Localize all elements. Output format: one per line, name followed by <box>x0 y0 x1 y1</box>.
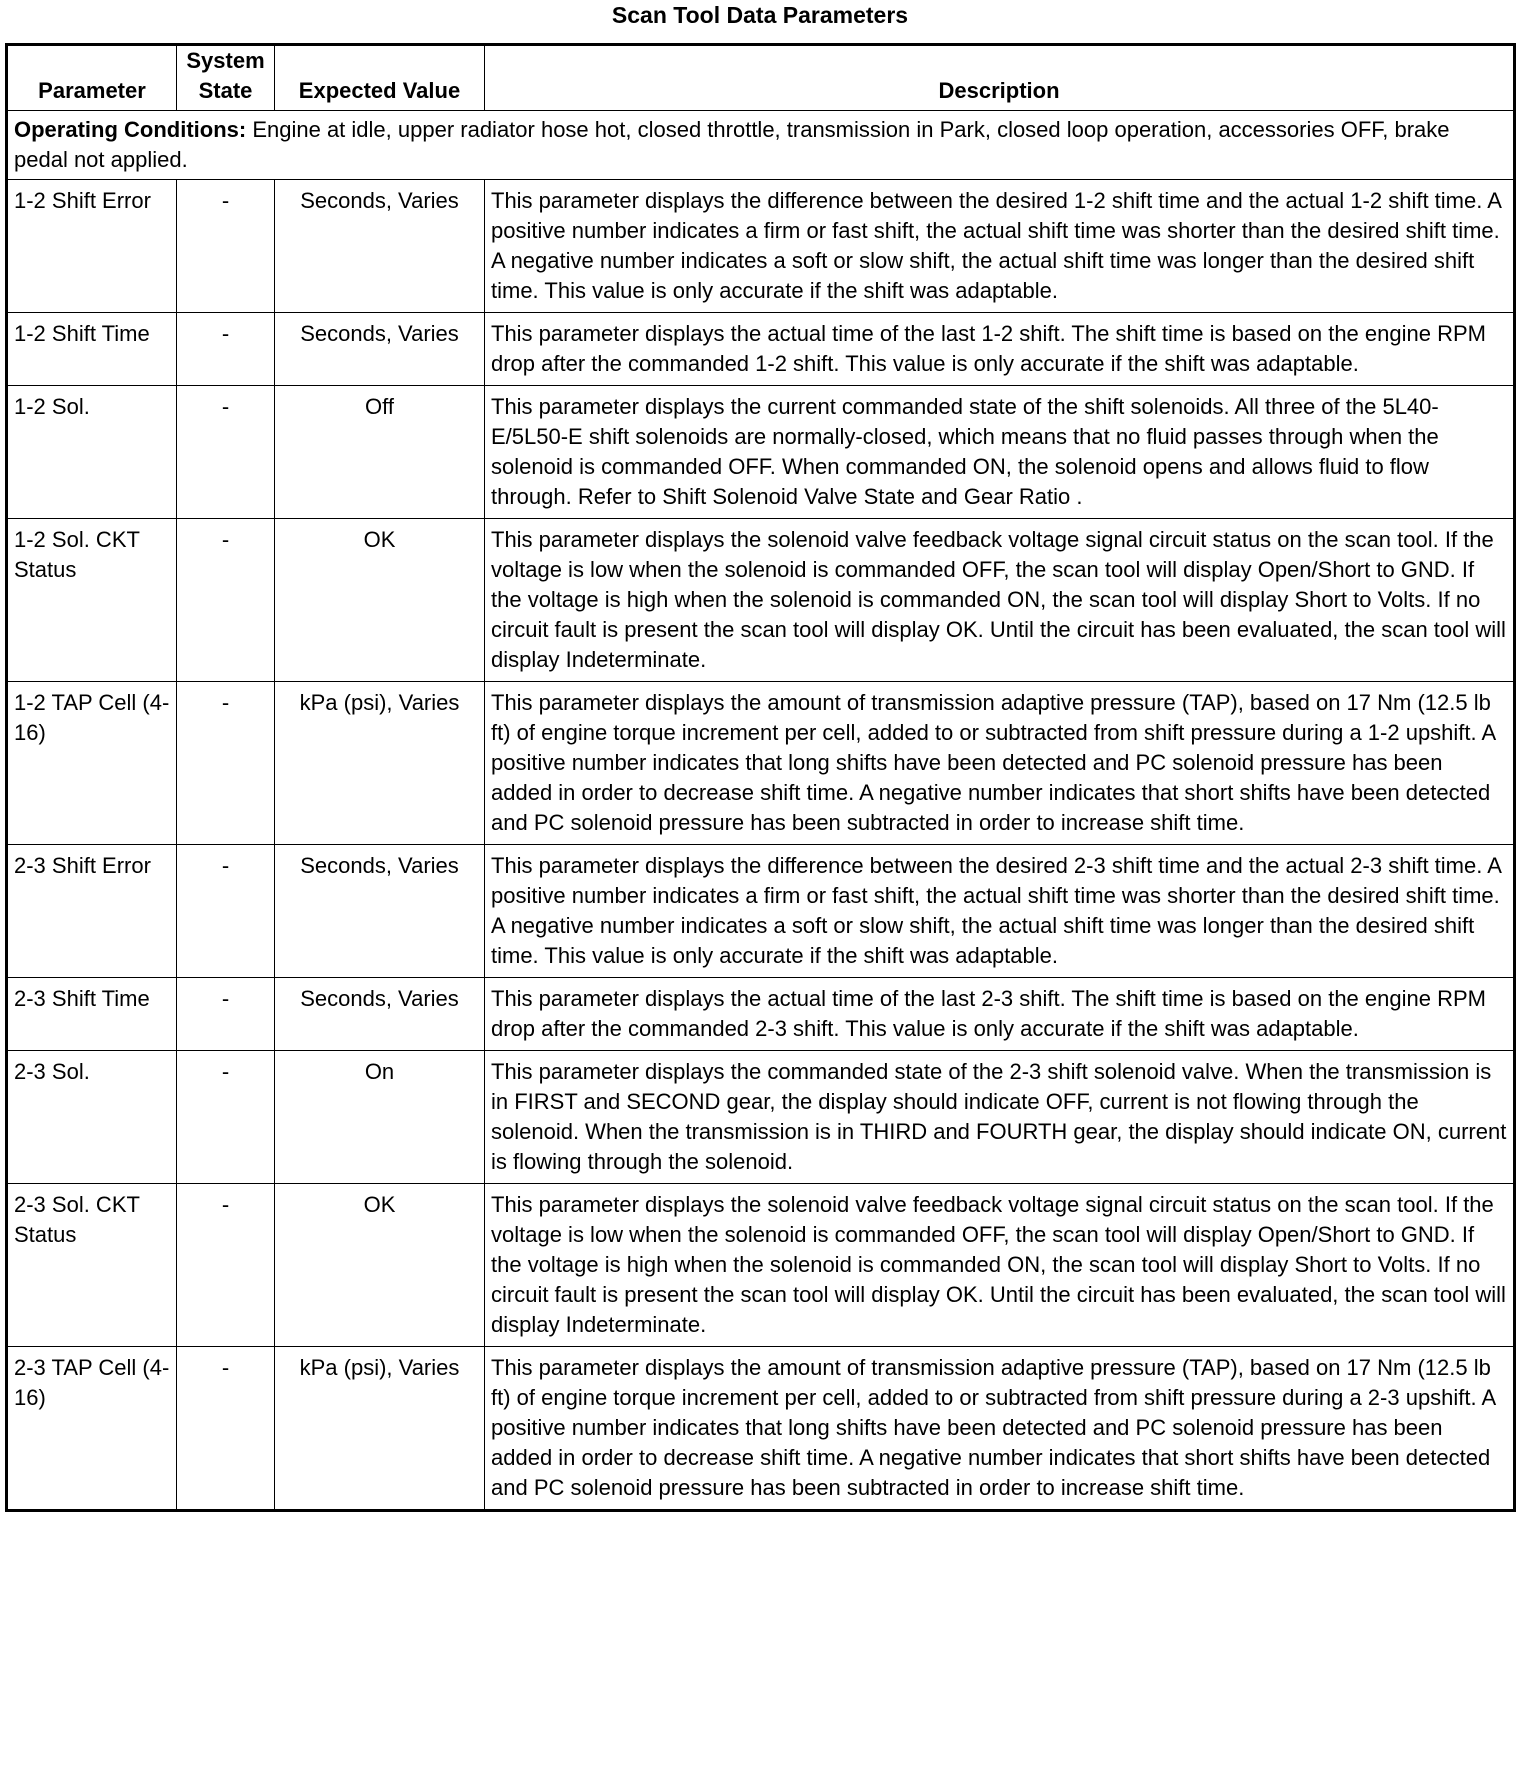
table-row <box>7 978 1515 1051</box>
system-state-cell: - <box>177 845 275 978</box>
table-row <box>7 1184 1515 1347</box>
parameter-cell: 1-2 Shift Error <box>7 180 177 313</box>
expected-value-cell: kPa (psi), Varies <box>275 682 485 845</box>
description-cell: This parameter displays the solenoid valve feedback voltage signal circuit status on the scan tool. If the voltage is low when the solenoid is commanded OFF, the scan tool will display Open/Short to GND. If the voltage is high when the solenoid is commanded ON, the scan tool will display Short to Volts. If no circuit fault is present the scan tool will display OK. Until the circuit has been evaluated, the scan tool will display Indeterminate. <box>485 1184 1515 1347</box>
parameter-cell: 1-2 Sol. <box>7 386 177 519</box>
table-row <box>7 386 1515 519</box>
expected-value-cell: Off <box>275 386 485 519</box>
system-state-cell: - <box>177 313 275 386</box>
operating-conditions-label: Operating Conditions: <box>14 117 247 142</box>
header-description: Description <box>485 45 1515 111</box>
parameter-cell: 2-3 TAP Cell (4-16) <box>7 1347 177 1511</box>
parameter-cell: 2-3 Shift Time <box>7 978 177 1051</box>
system-state-cell: - <box>177 1184 275 1347</box>
operating-conditions <box>7 111 1515 180</box>
expected-value-cell: Seconds, Varies <box>275 845 485 978</box>
description-cell: This parameter displays the solenoid valve feedback voltage signal circuit status on the scan tool. If the voltage is low when the solenoid is commanded OFF, the scan tool will display Open/Short to GND. If the voltage is high when the solenoid is commanded ON, the scan tool will display Short to Volts. If no circuit fault is present the scan tool will display OK. Until the circuit has been evaluated, the scan tool will display Indeterminate. <box>485 519 1515 682</box>
table-row <box>7 845 1515 978</box>
description-cell: This parameter displays the amount of transmission adaptive pressure (TAP), based on 17 Nm (12.5 lb ft) of engine torque increment per cell, added to or subtracted from shift pressure during a 2-3 upshift. A positive number indicates that long shifts have been detected and PC solenoid pressure has been added in order to decrease shift time. A negative number indicates that short shifts have been detected and PC solenoid pressure has been subtracted in order to increase shift time. <box>485 1347 1515 1511</box>
parameters-table <box>5 43 1516 1512</box>
header-system-state: System State <box>177 45 275 111</box>
expected-value-cell: OK <box>275 519 485 682</box>
system-state-cell: - <box>177 180 275 313</box>
system-state-cell: - <box>177 1347 275 1511</box>
parameter-cell: 2-3 Shift Error <box>7 845 177 978</box>
system-state-cell: - <box>177 682 275 845</box>
table-row <box>7 1347 1515 1511</box>
table-row <box>7 519 1515 682</box>
parameter-cell: 1-2 TAP Cell (4-16) <box>7 682 177 845</box>
expected-value-cell: kPa (psi), Varies <box>275 1347 485 1511</box>
parameter-cell: 1-2 Sol. CKT Status <box>7 519 177 682</box>
description-cell: This parameter displays the commanded state of the 2-3 shift solenoid valve. When the transmission is in FIRST and SECOND gear, the display should indicate OFF, current is not flowing through the solenoid. When the transmission is in THIRD and FOURTH gear, the display should indicate ON, current is flowing through the solenoid. <box>485 1051 1515 1184</box>
table-row <box>7 682 1515 845</box>
description-cell: This parameter displays the amount of transmission adaptive pressure (TAP), based on 17 Nm (12.5 lb ft) of engine torque increment per cell, added to or subtracted from shift pressure during a 1-2 upshift. A positive number indicates that long shifts have been detected and PC solenoid pressure has been added in order to decrease shift time. A negative number indicates that short shifts have been detected and PC solenoid pressure has been subtracted in order to increase shift time. <box>485 682 1515 845</box>
table-row <box>7 1051 1515 1184</box>
parameter-cell: 2-3 Sol. CKT Status <box>7 1184 177 1347</box>
system-state-cell: - <box>177 978 275 1051</box>
description-cell: This parameter displays the actual time of the last 2-3 shift. The shift time is based on the engine RPM drop after the commanded 2-3 shift. This value is only accurate if the shift was adaptable. <box>485 978 1515 1051</box>
operating-conditions-text: Engine at idle, upper radiator hose hot, closed throttle, transmission in Park, closed loop operation, accessories OFF, brake pedal not applied. <box>14 117 1450 172</box>
expected-value-cell: Seconds, Varies <box>275 313 485 386</box>
header-row <box>7 45 1515 111</box>
operating-conditions-row <box>7 111 1515 180</box>
description-cell: This parameter displays the actual time of the last 1-2 shift. The shift time is based on the engine RPM drop after the commanded 1-2 shift. This value is only accurate if the shift was adaptable. <box>485 313 1515 386</box>
page-title: Scan Tool Data Parameters <box>611 2 909 28</box>
table-row <box>7 313 1515 386</box>
expected-value-cell: Seconds, Varies <box>275 978 485 1051</box>
header-parameter: Parameter <box>7 45 177 111</box>
system-state-cell: - <box>177 386 275 519</box>
description-cell: This parameter displays the difference between the desired 1-2 shift time and the actual 1-2 shift time. A positive number indicates a firm or fast shift, the actual shift time was shorter than the desired shift time. A negative number indicates a soft or slow shift, the actual shift time was longer than the desired shift time. This value is only accurate if the shift was adaptable. <box>485 180 1515 313</box>
parameter-cell: 1-2 Shift Time <box>7 313 177 386</box>
header-expected-value: Expected Value <box>275 45 485 111</box>
expected-value-cell: On <box>275 1051 485 1184</box>
description-cell: This parameter displays the current commanded state of the shift solenoids. All three of the 5L40-E/5L50-E shift solenoids are normally-closed, which means that no fluid passes through when the solenoid is commanded OFF. When commanded ON, the solenoid opens and allows fluid to flow through. Refer to Shift Solenoid Valve State and Gear Ratio . <box>485 386 1515 519</box>
parameter-cell: 2-3 Sol. <box>7 1051 177 1184</box>
system-state-cell: - <box>177 1051 275 1184</box>
description-cell: This parameter displays the difference between the desired 2-3 shift time and the actual 2-3 shift time. A positive number indicates a firm or fast shift, the actual shift time was shorter than the desired shift time. A negative number indicates a soft or slow shift, the actual shift time was longer than the desired shift time. This value is only accurate if the shift was adaptable. <box>485 845 1515 978</box>
system-state-cell: - <box>177 519 275 682</box>
table-row <box>7 180 1515 313</box>
expected-value-cell: OK <box>275 1184 485 1347</box>
expected-value-cell: Seconds, Varies <box>275 180 485 313</box>
